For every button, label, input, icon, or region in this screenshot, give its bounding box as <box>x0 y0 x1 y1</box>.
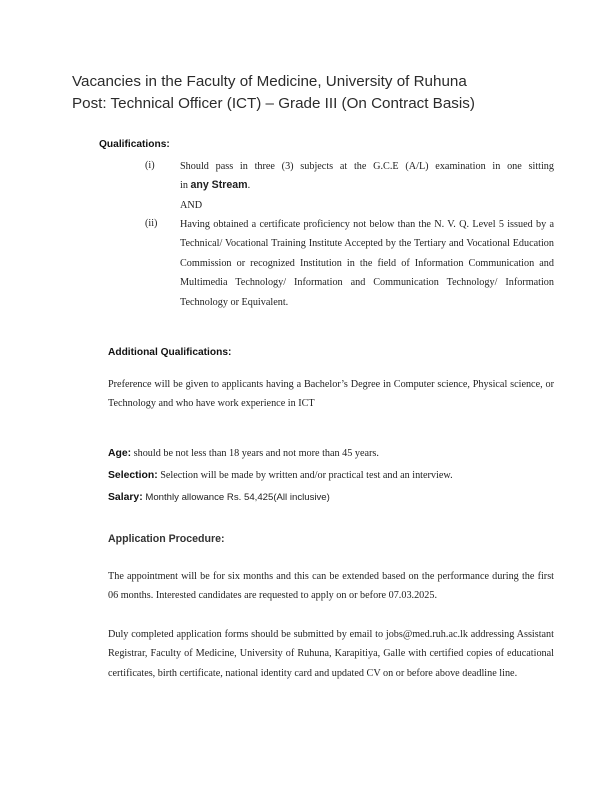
qualification-emphasis: any Stream <box>190 179 248 192</box>
procedure-paragraph-1: The appointment will be for six months and this can be extended based on the performance during the first 06 months. Interested candidates are requested to apply on or before 07.03.2025. <box>108 571 554 602</box>
qualifications-heading: Qualifications: <box>99 139 170 150</box>
age-text: should be not less than 18 years and not more than 45 years. <box>131 448 379 459</box>
selection-label: Selection: <box>108 470 158 481</box>
salary-line <box>108 491 330 505</box>
qualification-item-2: Having obtained a certificate proficiency not below than the N. V. Q. Level 5 issued by a Technical/ Vocational Training Institute Accepted by the Tertiary and Vocational Education Commission or recognized Institution in the field of Information Communication and Multimedia Technology/ Information and Communication Technology/ Information Technology or Equivalent. <box>180 219 554 308</box>
selection-text: Selection will be made by written and/or practical test and an interview. <box>157 470 453 481</box>
qualification-text-suffix: . <box>247 180 251 192</box>
title-line-post: Post: Technical Officer (ICT) – Grade III (On Contract Basis) <box>72 94 475 112</box>
title-line-vacancies: Vacancies in the Faculty of Medicine, University of Ruhuna <box>72 73 467 90</box>
and-connector: AND <box>180 199 203 211</box>
qualification-number: (i) <box>145 160 155 171</box>
additional-qualifications-text: Preference will be given to applicants having a Bachelor’s Degree in Computer science, Physical science, or Technology and who have work experience in ICT <box>108 379 554 410</box>
age-line <box>108 447 379 461</box>
procedure-paragraph-2: Duly completed application forms should be submitted by email to jobs@med.ruh.ac.lk addressing Assistant Registrar, Faculty of Medicine, University of Ruhuna, Karapitiya, Galle with certified copies of educational certificates, birth certificate, national identity card and updated CV on or before above deadline line. <box>108 629 554 679</box>
salary-text: Monthly allowance Rs. 54,425(All inclusive) <box>142 492 330 503</box>
qualification-text: Should pass in three (3) subjects at the G.C.E (A/L) examination in one sitting <box>180 161 554 172</box>
salary-label: Salary: <box>108 492 143 503</box>
application-procedure-heading: Application Procedure: <box>108 533 225 545</box>
qualification-number: (ii) <box>145 218 158 229</box>
selection-line <box>108 469 453 483</box>
document-title <box>72 71 475 114</box>
qualification-item-1 <box>180 157 554 215</box>
qualification-text-prefix: in <box>180 180 191 192</box>
age-label: Age: <box>108 448 132 459</box>
additional-qualifications-heading: Additional Qualifications: <box>108 347 232 358</box>
